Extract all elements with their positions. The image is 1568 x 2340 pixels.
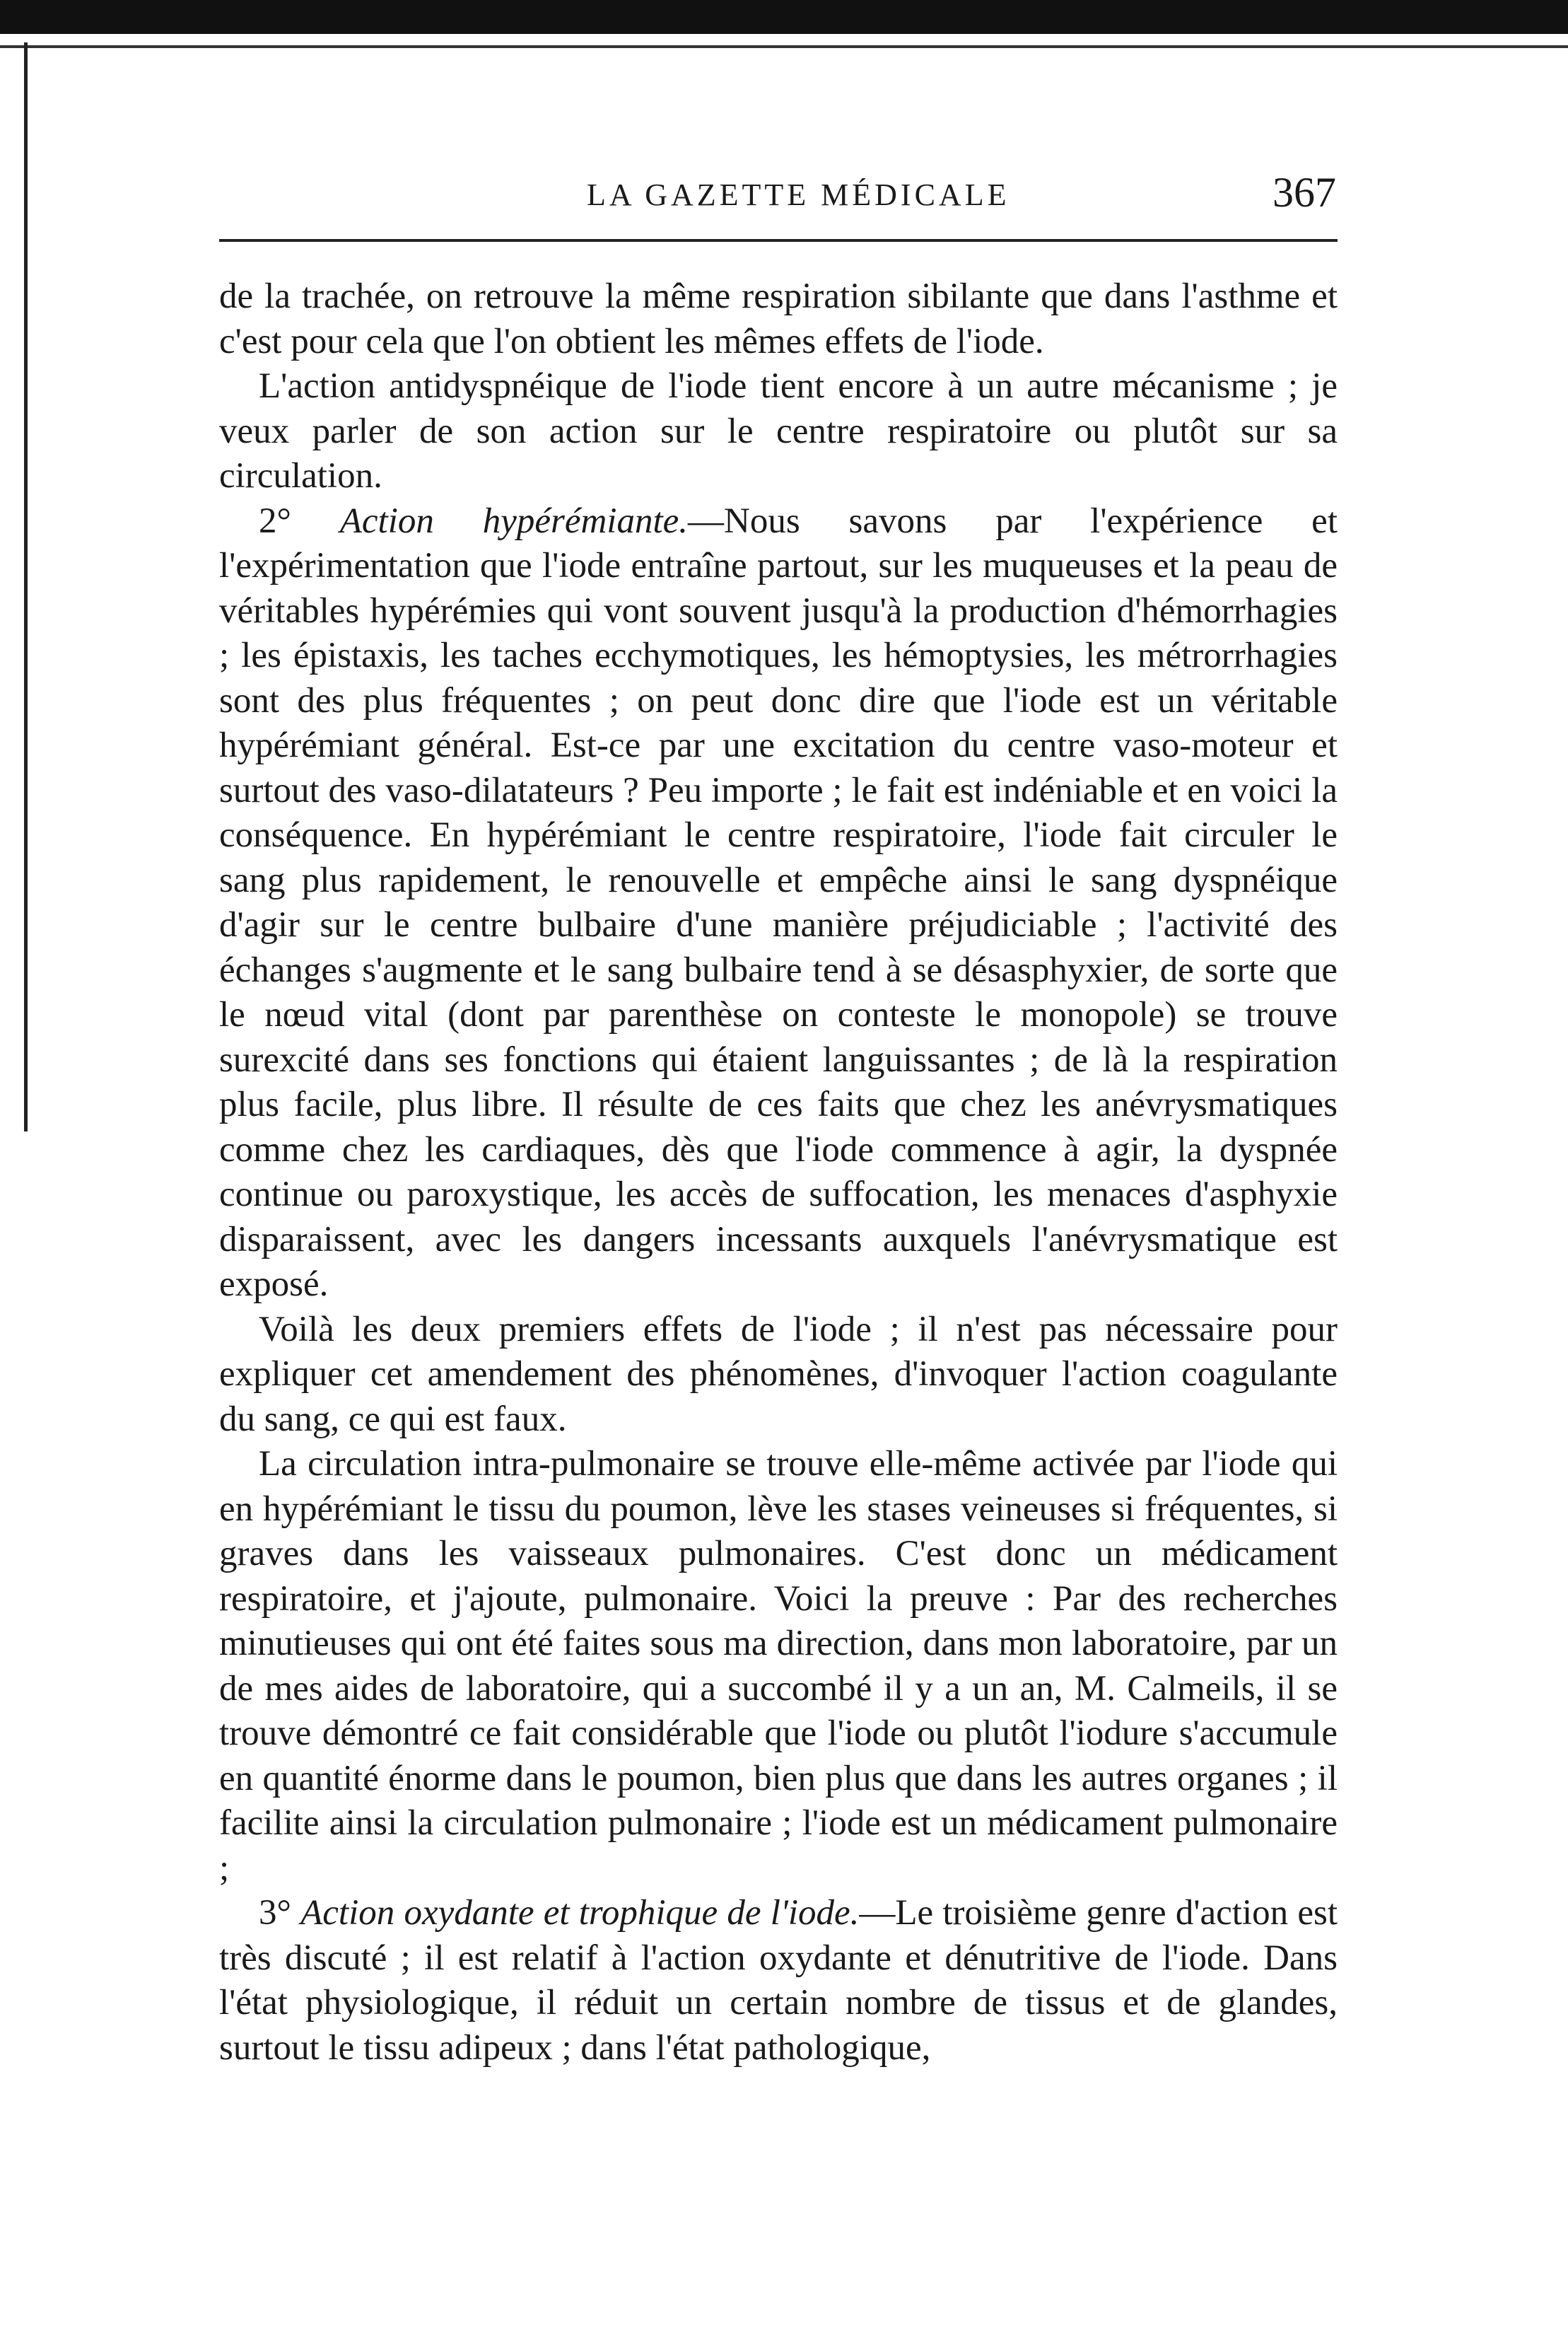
section-number: 2° bbox=[259, 501, 291, 541]
section-heading: Action hypérémiante. bbox=[339, 501, 689, 541]
paragraph-section-2 bbox=[219, 499, 1338, 1308]
paragraph: Voilà les deux premiers effets de l'iode ; il n'est pas nécessaire pour expliquer cet amendement des phénomènes, d'invoquer l'action coagulante du sang, ce qui est faux. bbox=[219, 1309, 1338, 1439]
running-title: LA GAZETTE MÉDICALE bbox=[587, 177, 1010, 212]
top-border-thin-rule bbox=[0, 45, 1568, 48]
paragraph: de la trachée, on retrouve la même respiration sibilante que dans l'asthme et c'est pour cela que l'on obtient les mêmes effets de l'iode. bbox=[219, 277, 1338, 361]
left-margin-rule bbox=[24, 42, 28, 1131]
body-text bbox=[219, 274, 1338, 2071]
section-text: —Nous savons par l'expérience et l'expérimentation que l'iode entraîne partout, sur les muqueuses et la peau de véritables hypérémies qui vont souvent jusqu'à la production d'hémorrhagies ; les épistaxis, les taches ecchymotiques, les hémoptysies, les métrorrhagies sont des plus fréquentes ; on peut donc dire que l'iode est un véritable hypérémiant général. Est-ce par une excitation du centre vaso-moteur et surtout des vaso-dilatateurs ? Peu importe ; le fait est indéniable et en voici la conséquence. En hypérémiant le centre respiratoire, l'iode fait circuler le sang plus rapidement, le renouvelle et empêche ainsi le sang dyspnéique d'agir sur le centre bulbaire d'une manière préjudiciable ; l'activité des échanges s'augmente et le sang bulbaire tend à se désasphyxier, de sorte que le nœud vital (dont par parenthèse on conteste le monopole) se trouve surexcité dans ses fonctions qui étaient languissantes ; de là la respiration plus facile, plus libre. Il résulte de ces faits que chez les anévrysmatiques comme chez les cardiaques, dès que l'iode commence à agir, la dyspnée continue ou paroxystique, les accès de suffocation, les menaces d'asphyxie disparaissent, avec les dangers incessants auxquels l'anévrysmatique est exposé. bbox=[219, 501, 1338, 1304]
section-heading: Action oxydante et trophique de l'iode. bbox=[300, 1893, 860, 1933]
section-number: 3° bbox=[259, 1893, 291, 1933]
section-text: —Le troisième genre d'action est très discuté ; il est relatif à l'action oxydante et dénutritive de l'iode. Dans l'état physiologique, il réduit un certain nombre de tissus et de glandes, surtout le tissu adipeux ; dans l'état pathologique, bbox=[219, 1893, 1338, 2068]
page-header bbox=[219, 168, 1336, 225]
paragraph-section-3 bbox=[219, 1891, 1338, 2071]
paragraph: L'action antidyspnéique de l'iode tient encore à un autre mécanisme ; je veux parler de son action sur le centre respiratoire ou plutôt sur sa circulation. bbox=[219, 366, 1338, 496]
page-number: 367 bbox=[1272, 169, 1336, 216]
header-rule bbox=[219, 239, 1338, 242]
top-border-bar bbox=[0, 0, 1568, 34]
paragraph: La circulation intra-pulmonaire se trouve elle-même activée par l'iode qui en hypérémiant le tissu du poumon, lève les stases veineuses si fréquentes, si graves dans les vaisseaux pulmonaires. C'est donc un médicament respiratoire, et j'ajoute, pulmonaire. Voici la preuve : Par des recherches minutieuses qui ont été faites sous ma direction, dans mon laboratoire, par un de mes aides de laboratoire, qui a succombé il y a un an, M. Calmeils, il se trouve démontré ce fait considérable que l'iode ou plutôt l'iodure s'accumule en quantité énorme dans le poumon, bien plus que dans les autres organes ; il facilite ainsi la circulation pulmonaire ; l'iode est un médicament pulmonaire ; bbox=[219, 1444, 1338, 1888]
